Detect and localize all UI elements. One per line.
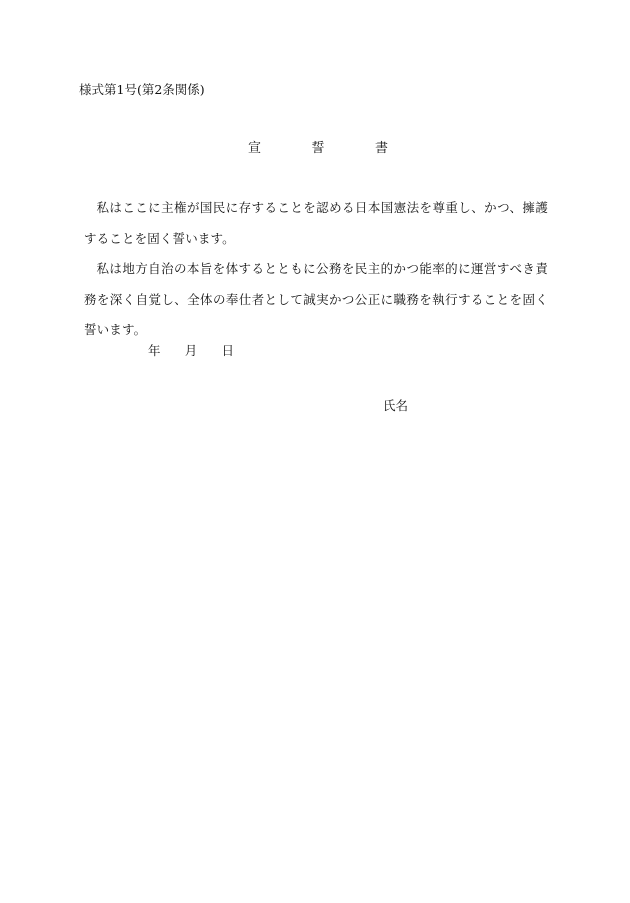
date-day-label: 日 xyxy=(221,343,234,358)
date-month-label: 月 xyxy=(184,343,198,358)
title-char-3: 書 xyxy=(374,141,388,156)
form-number: 様式第1号(第2条関係) xyxy=(79,82,205,97)
title-char-1: 宣 xyxy=(248,141,262,156)
oath-paragraph-2: 私は地方自治の本旨を体するとともに公務を民主的かつ能率的に運営すべき責務を深く自覚し、全体の奉仕者として誠実かつ公正に職務を執行することを固く誓います。 xyxy=(84,261,548,337)
oath-paragraph-1: 私はここに主権が国民に存することを認める日本国憲法を尊重し、かつ、擁護することを固く誓います。 xyxy=(84,200,548,246)
document-title xyxy=(248,137,388,156)
date-line xyxy=(148,341,234,359)
oath-body xyxy=(84,193,548,346)
date-year-label: 年 xyxy=(148,343,161,358)
signature-label: 氏名 xyxy=(383,398,409,413)
title-char-2: 誓 xyxy=(311,141,325,156)
